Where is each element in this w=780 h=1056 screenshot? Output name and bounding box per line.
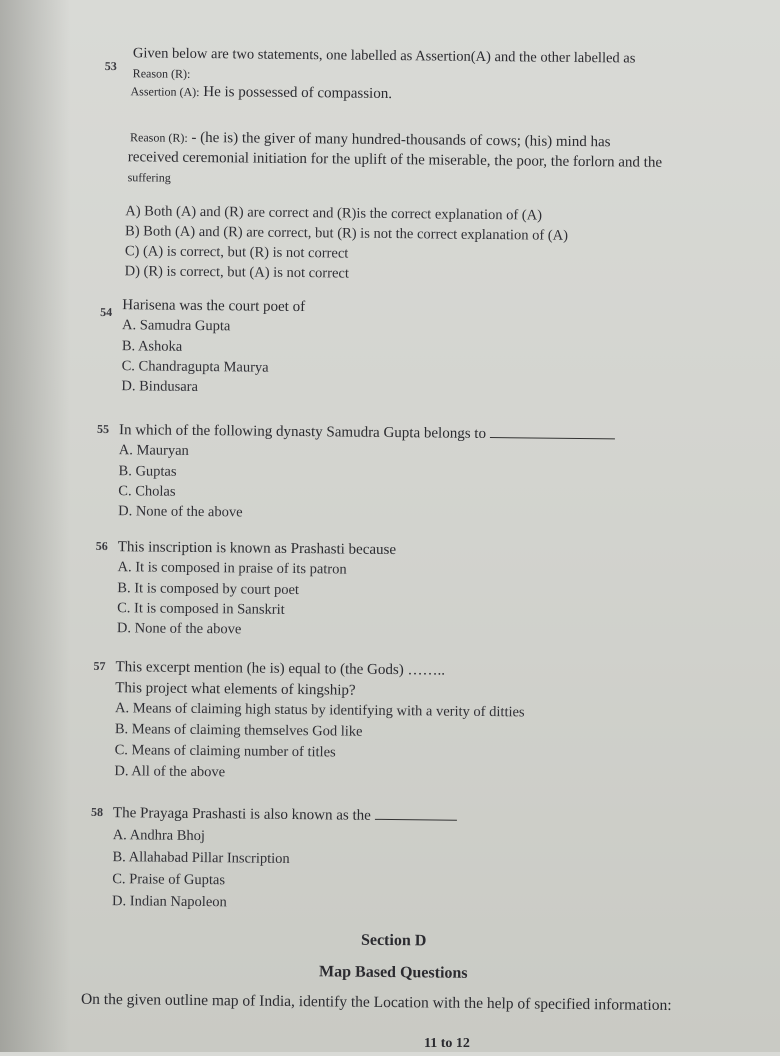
reason-line-3: suffering: [127, 170, 171, 185]
question-stem-text: The Prayaga Prashasti is also known as the: [112, 805, 371, 824]
option-d: D. None of the above: [116, 620, 242, 638]
option-c: C. It is composed in Sanskrit: [117, 600, 285, 618]
option-b: B. It is composed by court poet: [117, 580, 300, 599]
question-number: 56: [95, 538, 108, 554]
assertion-text: He is possessed of compassion.: [203, 84, 393, 102]
question-intro-line-1: Given below are two statements, one labelled as Assertion(A) and the other labelled as: [132, 45, 636, 67]
answer-blank: [490, 425, 615, 439]
section-title: Section D: [360, 931, 427, 950]
question-stem-line-1: This excerpt mention (he is) equal to (the Gods) ……..: [115, 659, 446, 679]
question-number: 54: [100, 304, 113, 320]
option-a: A. Samudra Gupta: [122, 317, 231, 335]
question-53: [104, 37, 780, 282]
question-stem: [113, 803, 457, 827]
question-stem-text: In which of the following dynasty Samudra Gupta belongs to: [118, 422, 487, 442]
question-stem-line-2: This project what elements of kingship?: [115, 680, 356, 699]
question-number: 58: [90, 804, 104, 820]
option-a: A) Both (A) and (R) are correct and (R)is the correct explanation of (A): [125, 203, 543, 224]
option-d: D. Indian Napoleon: [111, 893, 227, 911]
section-instruction: On the given outline map of India, identify the Location with the help of specified information:: [80, 990, 672, 1014]
question-54: [100, 295, 780, 395]
option-b: B. Guptas: [118, 463, 177, 480]
option-b: B. Ashoka: [121, 338, 183, 355]
reason-line-2: received ceremonial initiation for the uplift of the miserable, the poor, the forlorn and the: [127, 149, 663, 171]
option-d: D. Bindusara: [121, 378, 199, 395]
question-stem: [119, 420, 615, 445]
section-subtitle: Map Based Questions: [319, 963, 468, 982]
option-c: C. Means of claiming number of titles: [114, 742, 336, 761]
assertion-label: Assertion (A):: [130, 84, 200, 99]
answer-blank: [375, 807, 457, 821]
question-56: [95, 537, 780, 638]
option-b: B. Allahabad Pillar Inscription: [112, 849, 290, 867]
option-b: B. Means of claiming themselves God like: [114, 721, 363, 740]
question-stem: Harisena was the court poet of: [122, 297, 306, 316]
option-d: D) (R) is correct, but (A) is not correct: [124, 263, 350, 282]
option-d: D. All of the above: [114, 763, 226, 781]
option-b: B) Both (A) and (R) are correct, but (R) is not the correct explanation of (A): [124, 223, 569, 244]
option-a: A. Means of claiming high status by identifying with a verity of ditties: [114, 700, 525, 721]
option-a: A. Mauryan: [118, 442, 189, 459]
question-intro-line-2: Reason (R):: [132, 66, 191, 81]
option-a: A. Andhra Bhoj: [112, 827, 206, 845]
question-number: 53: [104, 58, 117, 74]
assertion-line: [130, 81, 392, 104]
question-57: [93, 657, 780, 781]
page-footer-range: 11 to 12: [424, 1036, 470, 1051]
option-a: A. It is composed in praise of its patron: [117, 559, 347, 578]
question-stem: This inscription is known as Prashasti because: [117, 539, 397, 559]
option-c: C. Cholas: [118, 483, 176, 500]
question-number: 55: [96, 421, 110, 437]
question-58: [90, 803, 780, 911]
option-c: C. Chandragupta Maurya: [121, 358, 269, 376]
option-c: C. Praise of Guptas: [112, 871, 226, 889]
question-number: 57: [93, 658, 106, 674]
question-55: [96, 420, 780, 521]
reason-text-1: - (he is) the giver of many hundred-thousands of cows; (his) mind has: [191, 129, 611, 151]
reason-label: Reason (R):: [129, 130, 188, 145]
option-c: C) (A) is correct, but (R) is not correct: [124, 243, 349, 262]
option-d: D. None of the above: [118, 503, 243, 521]
